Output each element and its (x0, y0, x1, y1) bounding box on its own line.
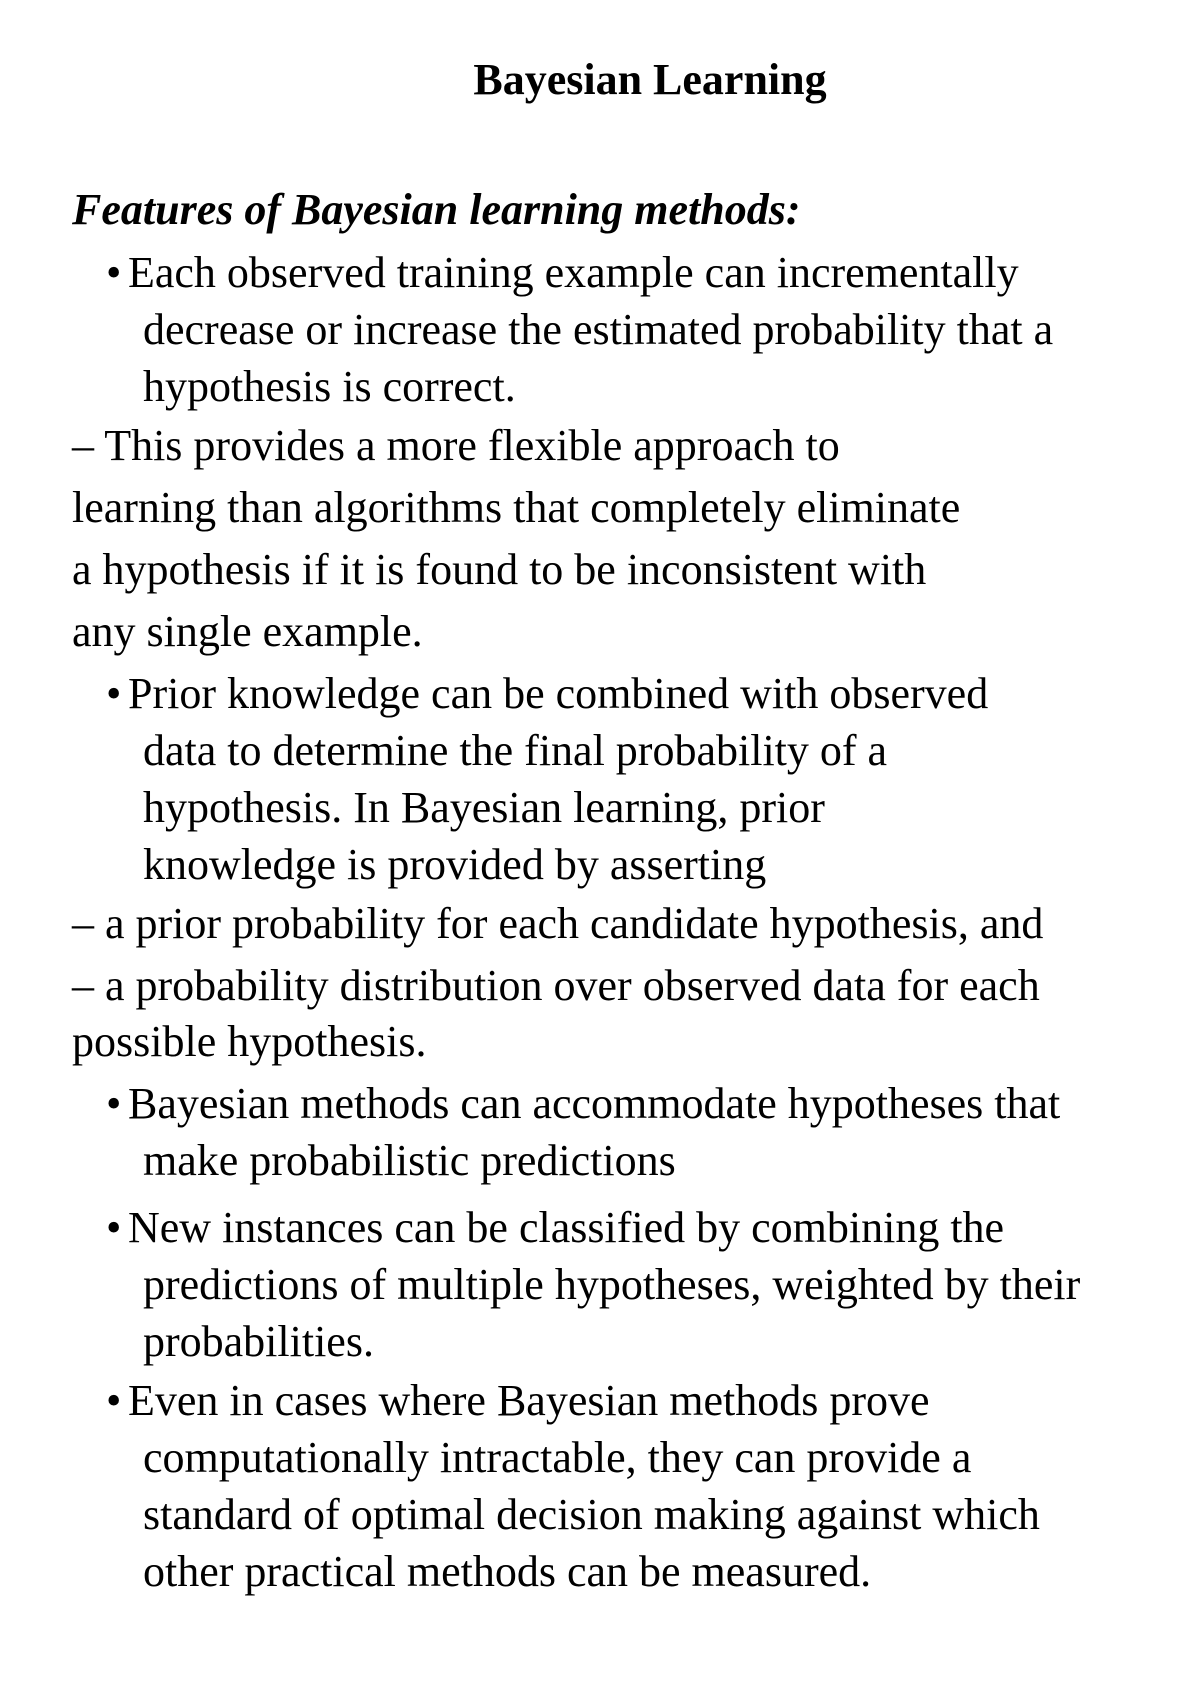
bullet-marker: • (106, 1079, 122, 1128)
dash-item-continuation: possible hypothesis. (72, 1017, 427, 1066)
sub-paragraph-line: a hypothesis if it is found to be inconsistent with (72, 545, 927, 594)
bullet-line: predictions of multiple hypotheses, weighted by their (143, 1260, 1081, 1309)
bullet-marker: • (106, 248, 122, 297)
bullet-marker: • (106, 669, 122, 718)
bullet-line: Even in cases where Bayesian methods prove (128, 1376, 930, 1425)
bullet-line: Prior knowledge can be combined with observed (128, 669, 989, 718)
document-title: Bayesian Learning (473, 55, 827, 104)
bullet-line: knowledge is provided by asserting (143, 840, 767, 889)
bullet-line: Each observed training example can incrementally (128, 248, 1019, 297)
bullet-line: make probabilistic predictions (143, 1136, 676, 1185)
sub-paragraph-line: – This provides a more flexible approach to (72, 421, 840, 470)
sub-paragraph-line: any single example. (72, 607, 423, 656)
section-heading: Features of Bayesian learning methods: (72, 185, 801, 234)
bullet-line: New instances can be classified by combining the (128, 1203, 1005, 1252)
bullet-marker: • (106, 1376, 122, 1425)
bullet-line: computationally intractable, they can provide a (143, 1433, 972, 1482)
bullet-line: standard of optimal decision making against which (143, 1490, 1040, 1539)
dash-item: – a prior probability for each candidate hypothesis, and (72, 899, 1044, 948)
bullet-marker: • (106, 1203, 122, 1252)
bullet-line: hypothesis is correct. (143, 362, 516, 411)
bullet-line: data to determine the final probability of a (143, 726, 888, 775)
dash-item: – a probability distribution over observed data for each (72, 961, 1040, 1010)
sub-paragraph-line: learning than algorithms that completely eliminate (72, 483, 961, 532)
bullet-line: Bayesian methods can accommodate hypotheses that (128, 1079, 1061, 1128)
bullet-line: hypothesis. In Bayesian learning, prior (143, 783, 825, 832)
bullet-line: other practical methods can be measured. (143, 1547, 872, 1596)
bullet-line: decrease or increase the estimated probability that a (143, 305, 1054, 354)
bullet-line: probabilities. (143, 1317, 374, 1366)
